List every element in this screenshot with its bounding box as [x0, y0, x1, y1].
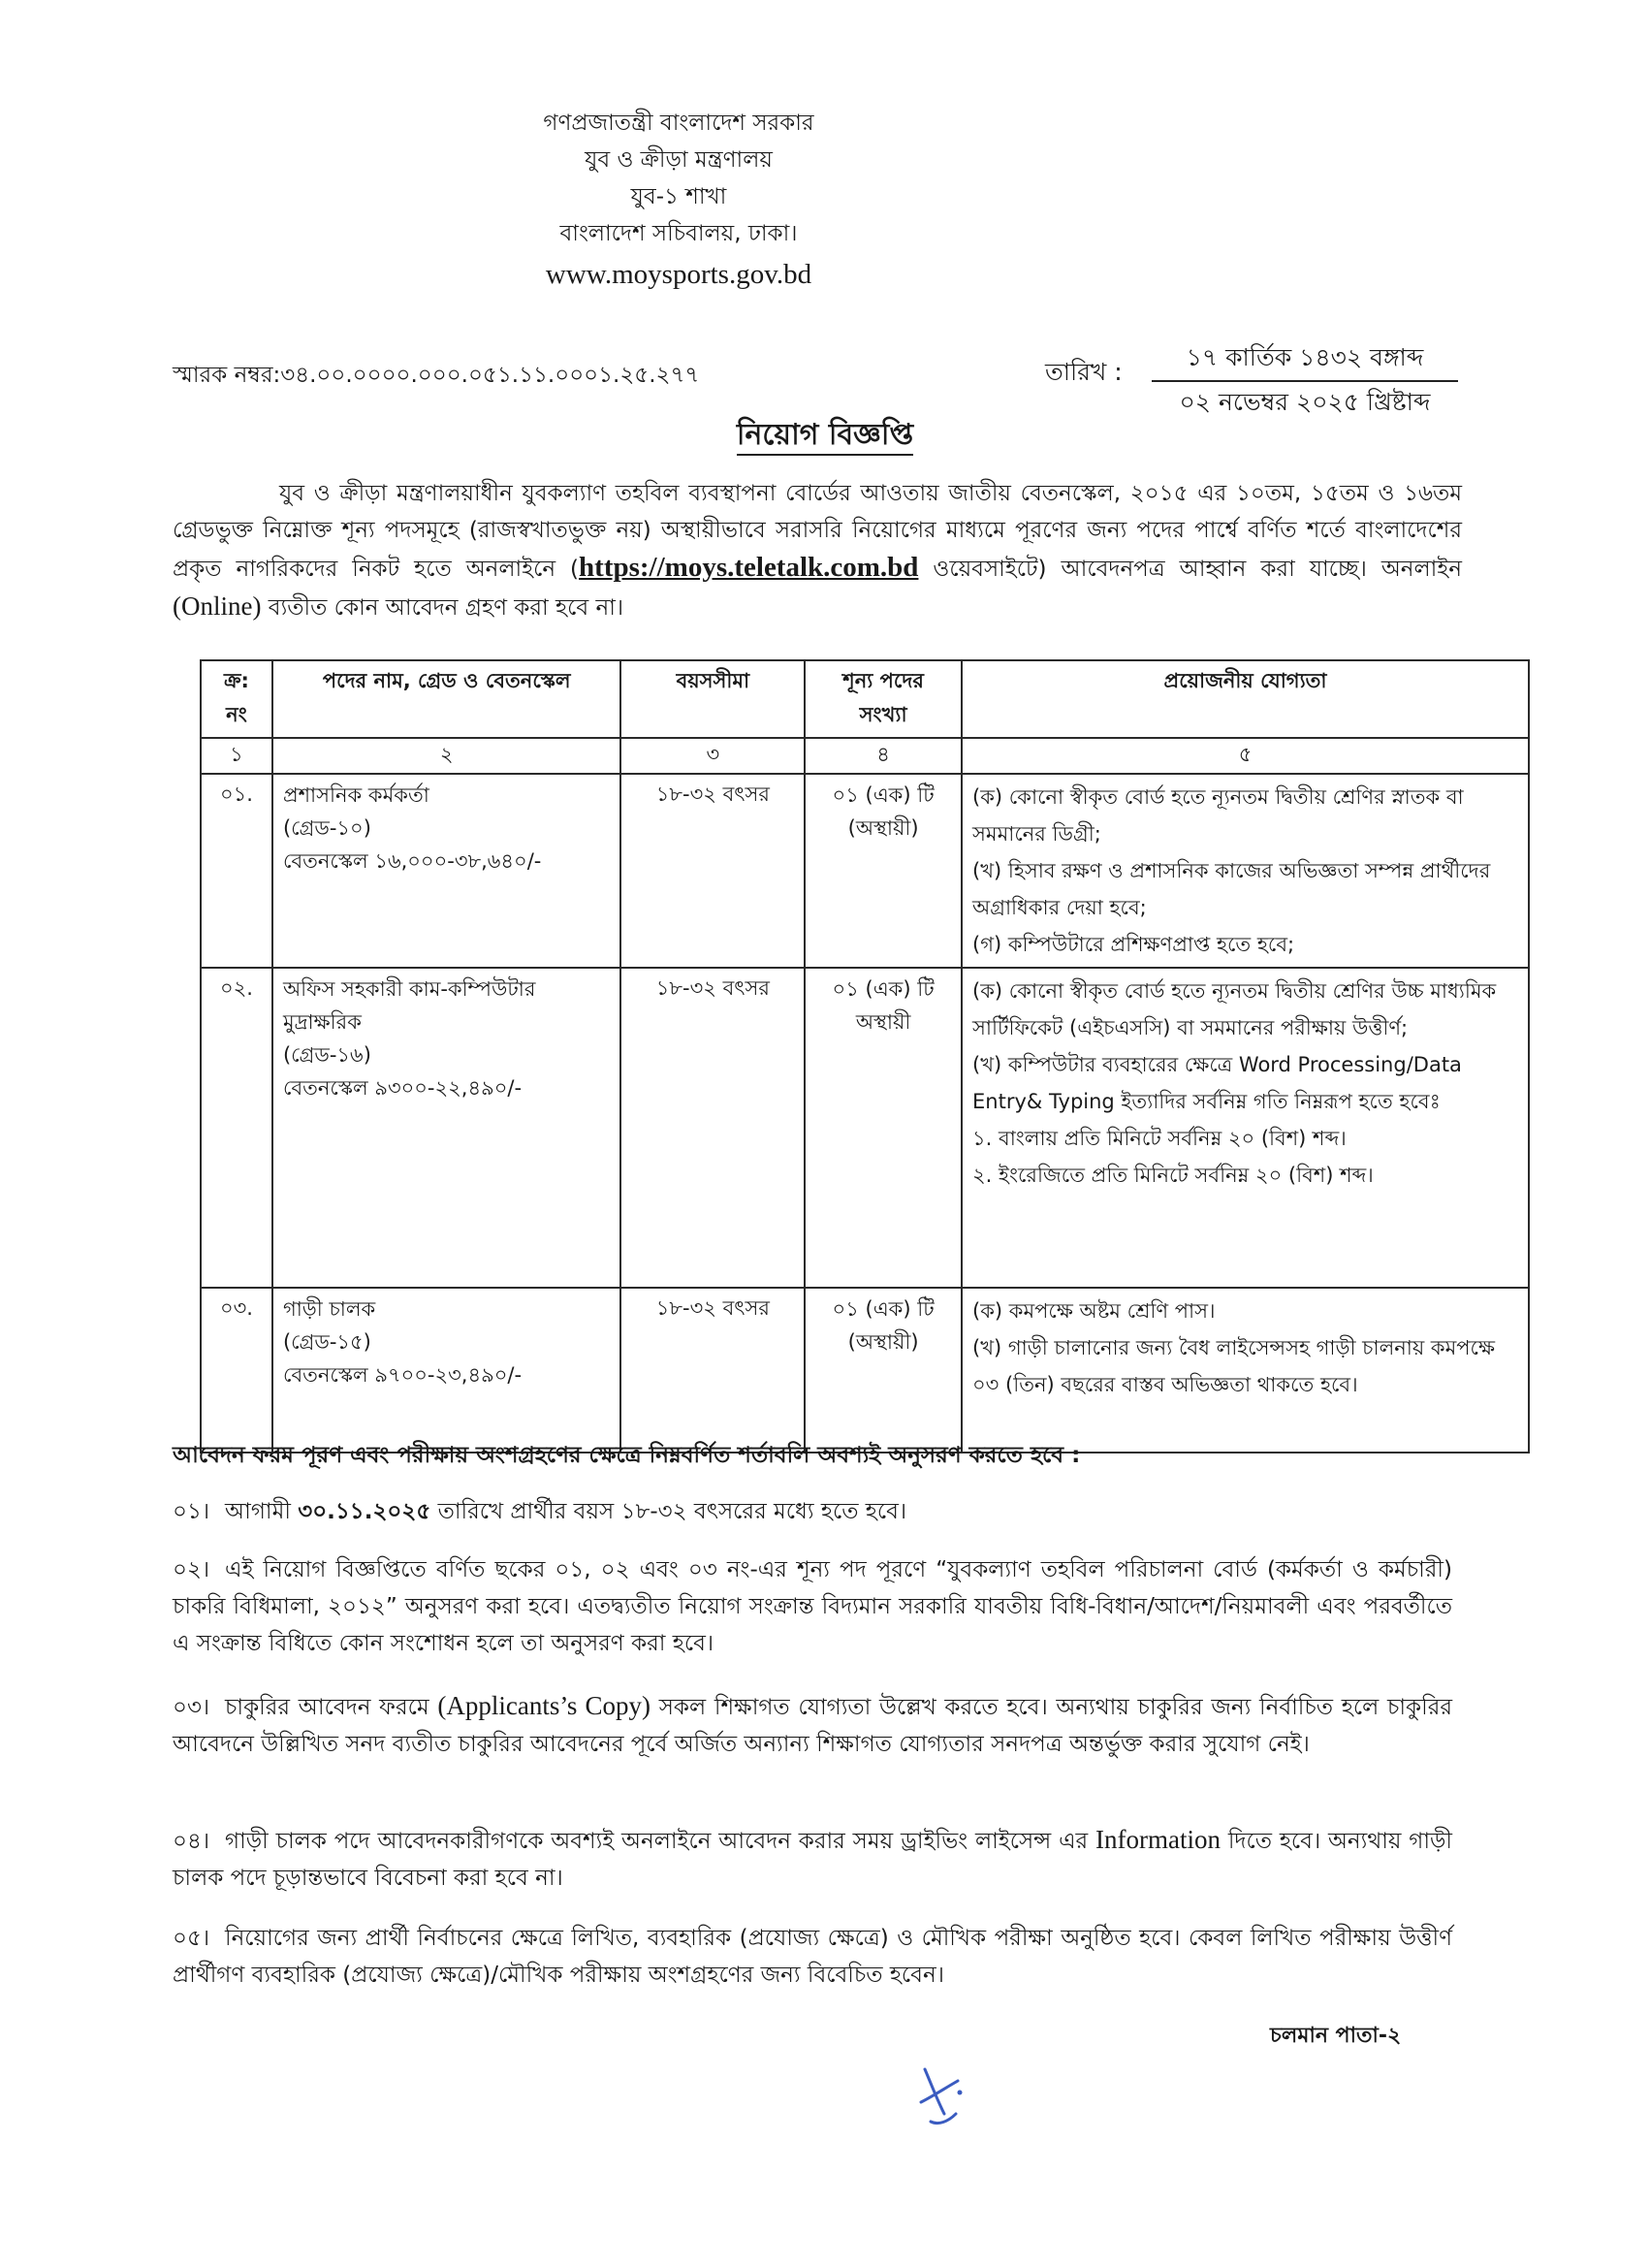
col-header-post: পদের নাম, গ্রেড ও বেতনস্কেল [272, 660, 621, 738]
requirement: (খ) কম্পিউটার ব্যবহারের ক্ষেত্রে Word Processing/Data Entry& Typing ইত্যাদির সর্বনিম্ন গতি নিম্নরূপ হতে হবেঃ [972, 1053, 1462, 1113]
row-sl: ০১. [201, 774, 272, 968]
condition-text: সকল শিক্ষাগত যোগ্যতা উল্লেখ করতে হবে। অন্যথায় চাকুরির জন্য নির্বাচিত হলে চাকুরির আবেদনে উল্লিখিত সনদ ব্যতীত চাকুরির আবেদনের পূর্বে অর্জিত অন্যান্য শিক্ষাগত যোগ্যতার সনদপত্র অন্তর্ভুক্ত করার সুযোগ নেই। [173, 1695, 1453, 1757]
office-address: বাংলাদেশ সচিবালয়, ঢাকা। [559, 221, 798, 246]
condition-text: দিতে হবে। অন্যথায় গাড়ী চালক পদে চূড়ান্তভাবে বিবেচনা করা হবে না। [173, 1829, 1452, 1891]
row-requirements [962, 968, 1529, 1288]
count-text: ০১ (এক) টি [832, 977, 935, 1001]
online-word: (Online) [173, 591, 262, 621]
condition-item [173, 1821, 1452, 1897]
row-post [272, 1288, 621, 1453]
condition-number: ০২। [173, 1557, 210, 1582]
post-scale: বেতনস্কেল ১৬,০০০-৩৮,৬৪০/- [282, 849, 542, 873]
table-row [201, 1288, 1529, 1453]
post-grade: (গ্রেড-১০) [282, 816, 371, 840]
requirement: (ক) কোনো স্বীকৃত বোর্ড হতে ন্যূনতম দ্বিতীয় শ্রেণির স্নাতক বা সমমানের ডিগ্রী; [972, 785, 1464, 846]
table-header-row [201, 660, 1529, 738]
section-name: যুব-১ শাখা [630, 184, 727, 209]
conditions-heading: আবেদন ফরম পূরণ এবং পরীক্ষায় অংশগ্রহণের ক্ষেত্রে নিম্নবর্ণিত শর্তাবলি অবশ্যই অনুসরণ করতে হবে : [173, 1443, 1081, 1468]
requirement: (ক) কোনো স্বীকৃত বোর্ড হতে ন্যূনতম দ্বিতীয় শ্রেণির উচ্চ মাধ্যমিক সার্টিফিকেট (এইচএসসি) বা সমমানের পরীক্ষায় উত্তীর্ণ; [972, 979, 1497, 1039]
date-label: তারিখ : [1045, 358, 1123, 386]
date-bangla: ১৭ কার্তিক ১৪৩২ বঙ্গাব্দ [1152, 341, 1458, 382]
requirement: (খ) হিসাব রক্ষণ ও প্রশাসনিক কাজের অভিজ্ঞতা সম্পন্ন প্রার্থীদের অগ্রাধিকার দেয়া হবে; [972, 859, 1491, 919]
ministry-name: যুব ও ক্রীড়া মন্ত্রণালয় [585, 147, 773, 173]
post-grade: (গ্রেড-১৬) [282, 1043, 371, 1067]
title-text: নিয়োগ বিজ্ঞপ্তি [737, 418, 913, 456]
page-title [0, 411, 1650, 461]
condition-number: ০৩। [173, 1695, 210, 1720]
row-sl: ০৩. [201, 1288, 272, 1453]
col-number: ১ [201, 738, 272, 774]
condition-text: নিয়োগের জন্য প্রার্থী নির্বাচনের ক্ষেত্রে লিখিত, ব্যবহারিক (প্রযোজ্য ক্ষেত্রে) ও মৌখিক পরীক্ষা অনুষ্ঠিত হবে। কেবল লিখিত পরীক্ষায় উত্তীর্ণ প্রার্থীগণ ব্যবহারিক (প্রযোজ্য ক্ষেত্রে)/মৌখিক পরীক্ষায় অংশগ্রহণের জন্য বিবেচিত হবেন। [173, 1926, 1452, 1988]
requirement: ২. ইংরেজিতে প্রতি মিনিটে সর্বনিম্ন ২০ (বিশ) শব্দ। [972, 1164, 1374, 1187]
posts-table [200, 659, 1530, 1453]
count-text: ০১ (এক) টি [832, 783, 935, 807]
col-header-req: প্রয়োজনীয় যোগ্যতা [962, 660, 1529, 738]
govt-name: গণপ্রজাতন্ত্রী বাংলাদেশ সরকার [543, 111, 814, 136]
table-row [201, 968, 1529, 1288]
condition-item [173, 1551, 1452, 1662]
row-requirements [962, 1288, 1529, 1453]
intro-text: যুব ও ক্রীড়া মন্ত্রণালয়াধীন যুবকল্যাণ তহবিল ব্যবস্থাপনা বোর্ডের আওতায় জাতীয় বেতনস্কেল, ২০১৫ এর ১০তম, ১৫তম ও ১৬তম গ্রেডভুক্ত নিম্নোক্ত শূন্য পদসমূহে (রাজস্বখাতভুক্ত নয়) অস্থায়ীভাবে সরাসরি নিয়োগের মাধ্যমে পূরণের জন্য পদের পার্শ্বে বর্ণিত শর্তে বাংলাদেশের প্রকৃত নাগরিকদের নিকট হতে অনলাইনে ( [173, 481, 1462, 582]
intro-text-3: ব্যতীত কোন আবেদন গ্রহণ করা হবে না। [261, 595, 624, 621]
row-age: ১৮-৩২ বৎসর [620, 774, 805, 968]
col-number: ৩ [620, 738, 805, 774]
col-header-count: শূন্য পদের সংখ্যা [805, 660, 962, 738]
condition-text: গাড়ী চালক পদে আবেদনকারীগণকে অবশ্যই অনলাইনে আবেদন করার সময় ড্রাইভিং লাইসেন্স এর [225, 1829, 1096, 1854]
row-sl: ০২. [201, 968, 272, 1288]
row-age: ১৮-৩২ বৎসর [620, 1288, 805, 1453]
continued-page-note: চলমান পাতা-২ [1270, 2024, 1402, 2048]
condition-number: ০৫। [173, 1926, 210, 1951]
col-number: ৫ [962, 738, 1529, 774]
office-header [0, 105, 1357, 293]
count-status: অস্থায়ী [855, 1010, 911, 1034]
condition-text: আগামী [225, 1499, 299, 1524]
intro-paragraph [173, 475, 1462, 626]
col-header-sl: ক্র: নং [201, 660, 272, 738]
requirement: (খ) গাড়ী চালানোর জন্য বৈধ লাইসেন্সসহ গাড়ী চালনায় কমপক্ষে ০৩ (তিন) বছরের বাস্তব অভিজ্ঞতা থাকতে হবে। [972, 1336, 1495, 1396]
date-english: ০২ নভেম্বর ২০২৫ খ্রিষ্টাব্দ [1179, 388, 1431, 416]
row-count [805, 1288, 962, 1453]
row-post [272, 774, 621, 968]
column-number-row [201, 738, 1529, 774]
information-word: Information [1095, 1825, 1222, 1854]
row-age: ১৮-৩২ বৎসর [620, 968, 805, 1288]
condition-item [173, 1920, 1452, 1994]
memo-number: স্মারক নম্বর:৩৪.০০.০০০০.০০০.০৫১.১১.০০০১.২৫.২৭৭ [173, 363, 700, 388]
condition-text: এই নিয়োগ বিজ্ঞপ্তিতে বর্ণিত ছকের ০১, ০২ এবং ০৩ নং-এর শূন্য পদ পূরণে “যুবকল্যাণ তহবিল পরিচালনা বোর্ড (কর্মকর্তা ও কর্মচারী) চাকরি বিধিমালা, ২০১২” অনুসরণ করা হবে। এতদ্ব্যতীত নিয়োগ সংক্রান্ত বিদ্যমান সরকারি যাবতীয় বিধি-বিধান/আদেশ/নিয়মাবলী এবং পরবর্তীতে এ সংক্রান্ত বিধিতে কোন সংশোধন হলে তা অনুসরণ করা হবে। [173, 1557, 1452, 1656]
teletalk-link[interactable]: https://moys.teletalk.com.bd [579, 552, 919, 583]
row-requirements [962, 774, 1529, 968]
requirement: (গ) কম্পিউটারে প্রশিক্ষণপ্রাপ্ত হতে হবে; [972, 933, 1295, 956]
signature-mark [911, 2063, 966, 2129]
applicants-copy: (Applicants’s Copy) [437, 1691, 651, 1720]
condition-number: ০১। [173, 1499, 210, 1524]
condition-item [173, 1687, 1452, 1763]
row-count [805, 774, 962, 968]
col-number: ৪ [805, 738, 962, 774]
requirement: (ক) কমপক্ষে অষ্টম শ্রেণি পাস। [972, 1299, 1216, 1323]
condition-text: চাকুরির আবেদন ফরমে [225, 1695, 438, 1720]
post-name: প্রশাসনিক কর্মকর্তা [282, 783, 429, 807]
row-post [272, 968, 621, 1288]
post-name: গাড়ী চালক [282, 1297, 376, 1321]
count-status: (অস্থায়ী) [847, 1330, 919, 1354]
count-text: ০১ (এক) টি [832, 1297, 935, 1321]
col-number: ২ [272, 738, 621, 774]
deadline-date: ৩০.১১.২০২৫ [298, 1499, 431, 1524]
row-count [805, 968, 962, 1288]
post-scale: বেতনস্কেল ৯৭০০-২৩,৪৯০/- [282, 1363, 523, 1387]
condition-text: তারিখে প্রার্থীর বয়স ১৮-৩২ বৎসরের মধ্যে হতে হবে। [430, 1499, 907, 1524]
intro-text-2: ওয়েবসাইটে) আবেদনপত্র আহ্বান করা যাচ্ছে। অনলাইন [918, 557, 1462, 582]
condition-number: ০৪। [173, 1829, 210, 1854]
condition-item [173, 1493, 1452, 1530]
post-grade: (গ্রেড-১৫) [282, 1330, 371, 1354]
website-link[interactable]: www.moysports.gov.bd [545, 259, 812, 290]
table-row [201, 774, 1529, 968]
col-header-age: বয়সসীমা [620, 660, 805, 738]
post-scale: বেতনস্কেল ৯৩০০-২২,৪৯০/- [282, 1076, 523, 1100]
post-name: অফিস সহকারী কাম-কম্পিউটার মুদ্রাক্ষরিক [282, 977, 536, 1034]
count-status: (অস্থায়ী) [847, 816, 919, 840]
requirement: ১. বাংলায় প্রতি মিনিটে সর্বনিম্ন ২০ (বিশ) শব্দ। [972, 1127, 1347, 1150]
